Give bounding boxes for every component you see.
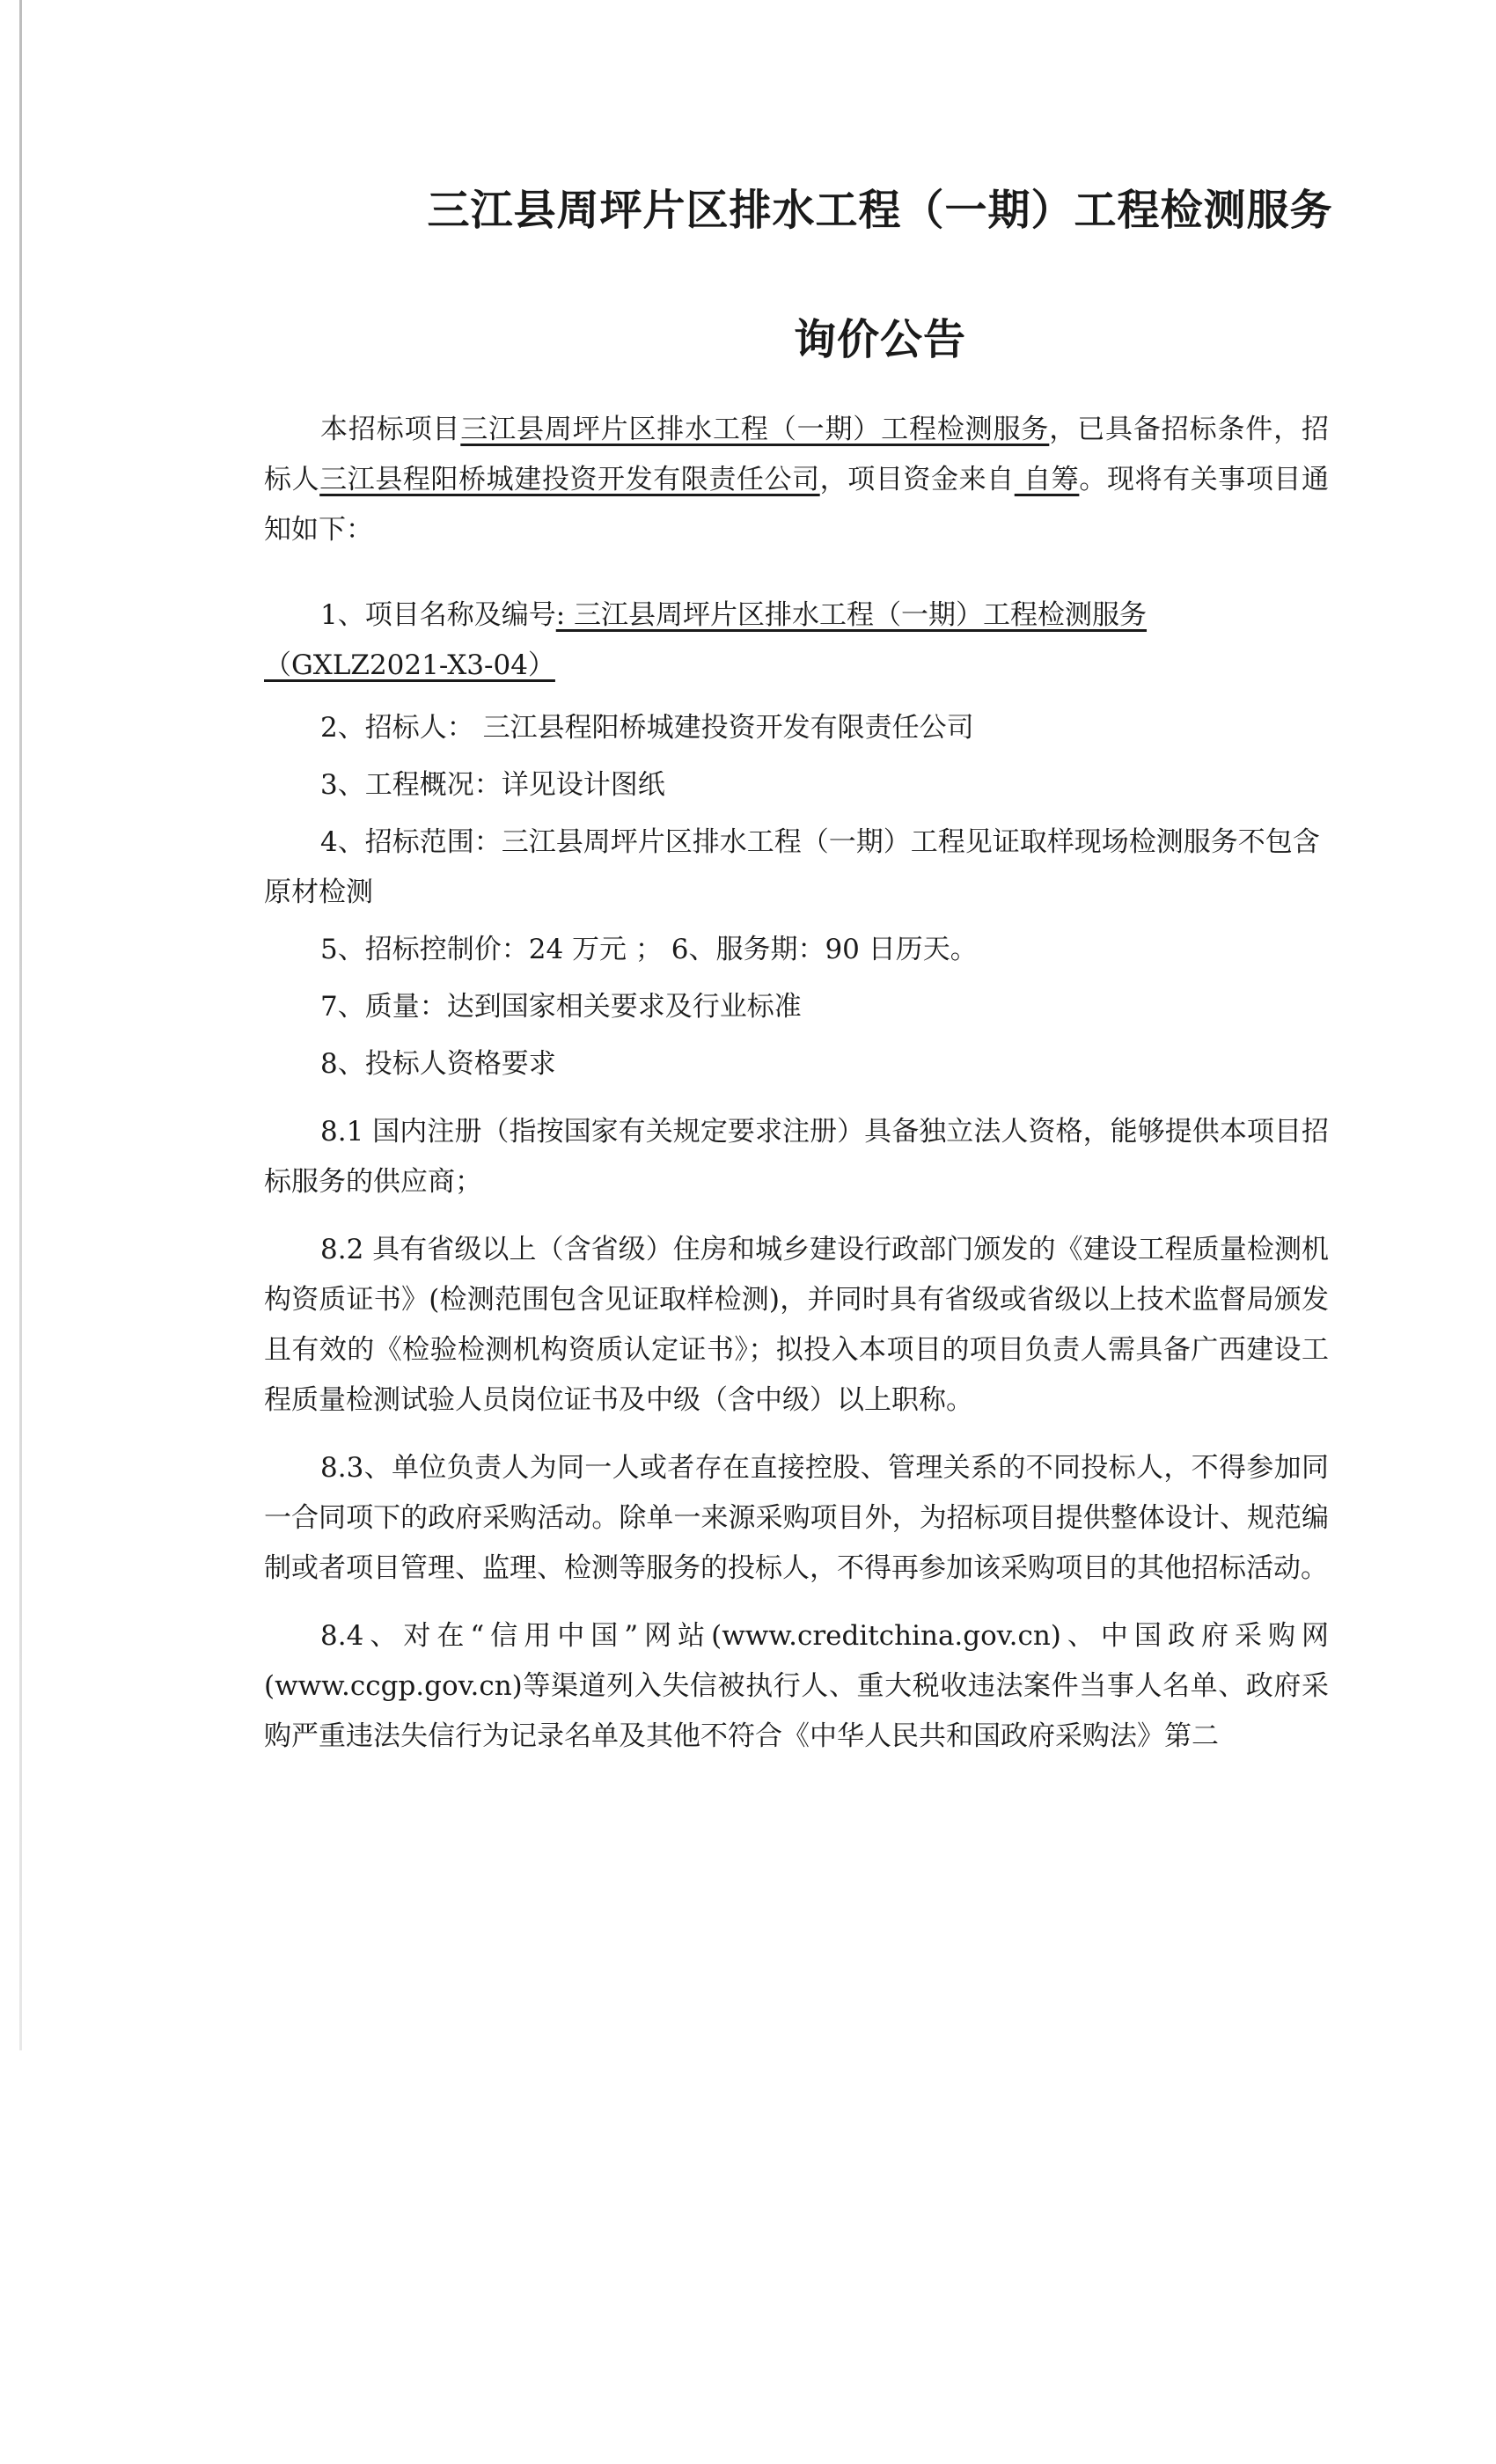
item-1 <box>264 590 1329 691</box>
intro-text-2: ，已具备招标条件，招标人 <box>264 414 1330 495</box>
document-page <box>264 141 1333 1762</box>
clause-8-3: 8.3、单位负责人为同一人或者存在直接控股、管理关系的不同投标人，不得参加同一合同项下的政府采购活动。除单一来源采购项目外，为招标项目提供整体设计、规范编制或者项目管理、监理、检测等服务的投标人，不得再参加该采购项目的其他招标活动。 <box>264 1452 1329 1584</box>
document-title: 三江县周坪片区排水工程（一期）工程检测服务 <box>427 186 1333 235</box>
item-2: 2、招标人： 三江县程阳桥城建投资开发有限责任公司 <box>320 712 974 744</box>
clause-8-2: 8.2 具有省级以上（含省级）住房和城乡建设行政部门颁发的《建设工程质量检测机构资质证书》(检测范围包含见证取样检测)，并同时具有省级或省级以上技术监督局颁发且有效的《检验检测机构资质认定证书》；拟投入本项目的项目负责人需具备广西建设工程质量检测试验人员岗位证书及中级（含中级）以上职称。 <box>264 1234 1329 1416</box>
item-3: 3、工程概况：详见设计图纸 <box>320 769 665 801</box>
item-7: 7、质量：达到国家相关要求及行业标准 <box>320 991 802 1023</box>
intro-tenderer: 三江县程阳桥城建投资开发有限责任公司 <box>319 464 820 495</box>
document-subtitle: 询价公告 <box>793 315 966 364</box>
item-1-value: : 三江县周坪片区排水工程（一期）工程检测服务（GXLZ2021-X3-04） <box>264 599 1148 681</box>
scan-edge-shadow <box>19 0 22 2050</box>
item-8: 8、投标人资格要求 <box>320 1048 556 1080</box>
item-1-label: 1、项目名称及编号 <box>320 599 556 631</box>
item-4: 4、招标范围：三江县周坪片区排水工程（一期）工程见证取样现场检测服务不包含原材检测 <box>264 826 1320 908</box>
item-5: 5、招标控制价：24 万元 ； 6、服务期：90 日历天。 <box>320 934 978 965</box>
intro-fund-source: 自筹 <box>1014 464 1080 495</box>
intro-paragraph <box>264 405 1329 555</box>
intro-text-3: ，项目资金来自 <box>819 464 1015 495</box>
clause-8-1: 8.1 国内注册（指按国家有关规定要求注册）具备独立法人资格，能够提供本项目招标服务的供应商； <box>264 1116 1329 1198</box>
clause-8-4: 8.4、对在“信用中国”网站(www.creditchina.gov.cn)、中国政府采购网(www.ccgp.gov.cn)等渠道列入失信被执行人、重大税收违法案件当事人名单、政府采购严重违法失信行为记录名单及其他不符合《中华人民共和国政府采购法》第二 <box>264 1620 1329 1752</box>
intro-text-1: 本招标项目 <box>320 414 461 445</box>
intro-text-4: 。现将有关事项目通知如下： <box>264 464 1330 546</box>
intro-project-name: 三江县周坪片区排水工程（一期）工程检测服务 <box>460 414 1050 445</box>
